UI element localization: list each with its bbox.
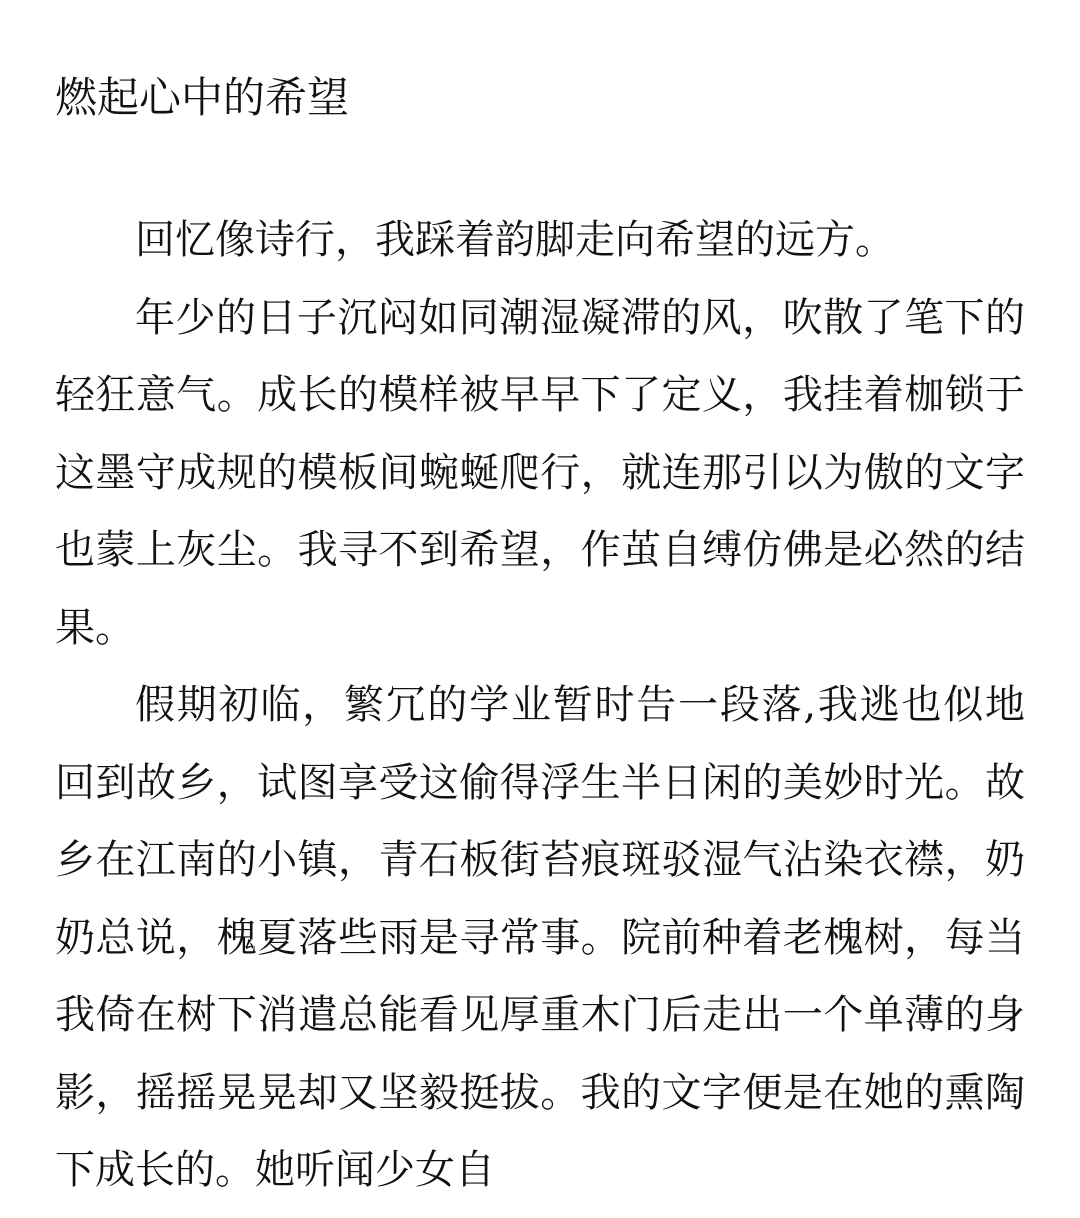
article-title: 燃起心中的希望 (55, 73, 350, 122)
paragraph: 回忆像诗行，我踩着韵脚走向希望的远方。 (135, 217, 895, 263)
paragraph: 假期初临，繁冗的学业暂时告一段落,我逃也似地回到故乡，试图享受这偷得浮生半日闲的美妙时光。故乡在江南的小镇，青石板街苔痕斑驳湿气沾染衣襟，奶奶总说，槐夏落些雨是寻常事。院前种着老槐树，每当我倚在树下消遣总能看见厚重木门后走出一个单薄的身影，摇摇晃晃却又坚毅挺拔。我的文字便是在她的熏陶下成长的。她听闻少女自 (55, 682, 1025, 1193)
article-body (55, 202, 1025, 1210)
paragraph: 年少的日子沉闷如同潮湿凝滞的风，吹散了笔下的轻狂意气。成长的模样被早早下了定义，我挂着枷锁于这墨守成规的模板间蜿蜒爬行，就连那引以为傲的文字也蒙上灰尘。我寻不到希望，作茧自缚仿佛是必然的结果。 (55, 294, 1025, 651)
